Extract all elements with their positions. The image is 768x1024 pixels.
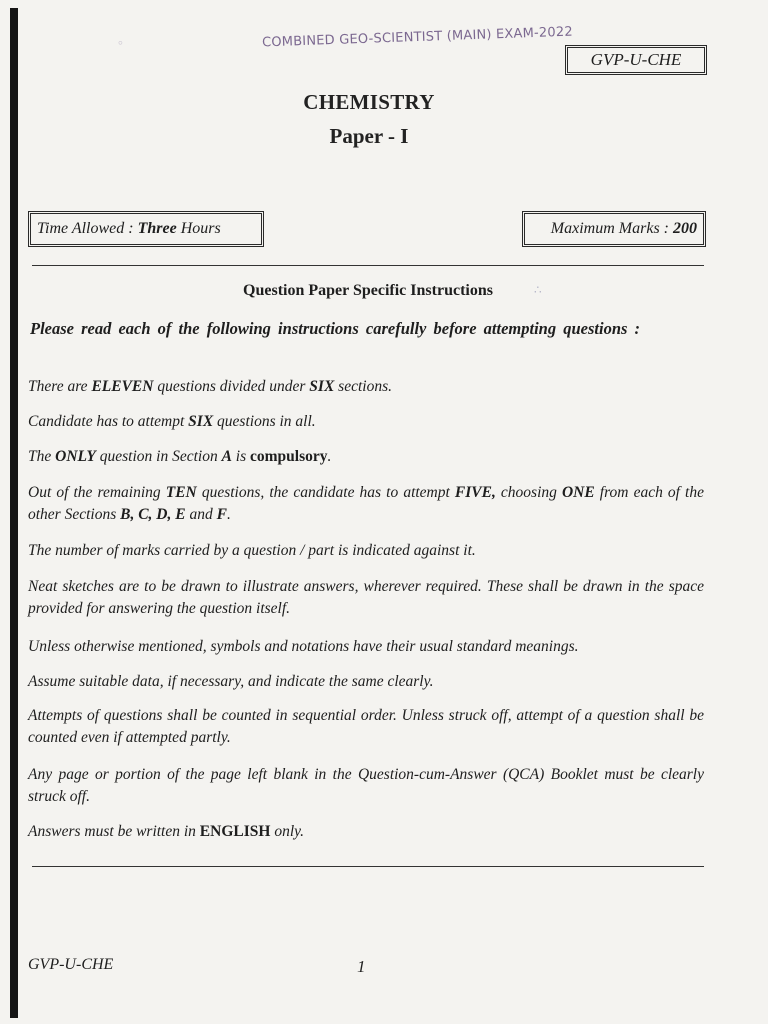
paper-title: Paper - I <box>329 124 409 148</box>
instruction-text: There are <box>28 378 92 395</box>
instruction-text: choosing <box>495 484 562 501</box>
instruction-emphasis: ENGLISH <box>199 823 271 840</box>
instruction-text: is <box>231 448 251 465</box>
subject-title: CHEMISTRY <box>303 90 435 114</box>
instruction-text: The <box>28 448 56 465</box>
maximum-marks-value: 200 <box>673 220 697 237</box>
scan-edge-bar <box>10 8 18 1018</box>
instruction-text: Out of the remaining <box>28 484 166 501</box>
instruction-1 <box>28 376 704 398</box>
instruction-text: . <box>327 448 332 465</box>
instruction-emphasis: SIX <box>309 378 335 395</box>
instruction-text: Answers must be written in <box>28 823 200 840</box>
instruction-emphasis: F <box>216 506 227 523</box>
instruction-9: Attempts of questions shall be counted in sequential order. Unless struck off, attempt of a question shall be counted even if attempted partly. <box>28 707 704 746</box>
instruction-text: questions in all. <box>213 413 316 430</box>
divider-bottom <box>32 866 704 867</box>
instructions-intro: Please read each of the following instructions carefully before attempting questions : <box>30 319 641 338</box>
instruction-text: from each of the other Sections <box>28 484 704 523</box>
instruction-text: . <box>226 506 231 523</box>
time-allowed-label: Time Allowed : <box>37 220 138 237</box>
instructions-heading: Question Paper Specific Instructions <box>243 282 493 299</box>
instruction-emphasis: compulsory <box>250 448 328 465</box>
instruction-6: Neat sketches are to be drawn to illustrate answers, wherever required. These shall be drawn in the space provided for answering the question itself. <box>28 578 704 617</box>
instruction-emphasis: ONE <box>561 484 595 501</box>
divider-top <box>32 265 704 266</box>
instruction-10: Any page or portion of the page left blank in the Question-cum-Answer (QCA) Booklet must be clearly struck off. <box>28 766 704 805</box>
instruction-emphasis: A <box>221 448 232 465</box>
instruction-text: questions, the candidate has to attempt <box>196 484 455 501</box>
scan-smudge-mark: ∴ <box>534 283 542 297</box>
instruction-emphasis: ELEVEN <box>91 378 154 395</box>
instruction-text: and <box>185 506 217 523</box>
instruction-emphasis: B, C, D, E <box>120 506 186 523</box>
instruction-text: only. <box>270 823 305 840</box>
instruction-emphasis: ONLY <box>55 448 96 465</box>
time-allowed-value: Three <box>137 220 177 237</box>
instruction-emphasis: FIVE, <box>454 484 496 501</box>
instruction-7: Unless otherwise mentioned, symbols and notations have their usual standard meanings. <box>28 638 579 655</box>
instruction-text: sections. <box>334 378 392 395</box>
footer-paper-code: GVP-U-CHE <box>28 956 114 973</box>
instruction-4 <box>28 482 704 526</box>
instruction-8: Assume suitable data, if necessary, and indicate the same clearly. <box>28 673 434 690</box>
instruction-3 <box>28 446 704 468</box>
instruction-2 <box>28 411 704 433</box>
paper-code-box: GVP-U-CHE <box>567 47 705 73</box>
instruction-text: Candidate has to attempt <box>28 413 189 430</box>
instruction-emphasis: SIX <box>188 413 214 430</box>
page-number: 1 <box>357 957 366 976</box>
time-allowed-box <box>30 213 262 245</box>
instruction-11 <box>28 821 704 843</box>
instruction-text: question in Section <box>95 448 222 465</box>
instruction-text: questions divided under <box>153 378 310 395</box>
maximum-marks-label: Maximum Marks : <box>550 220 673 237</box>
scan-smudge: ° <box>118 38 123 52</box>
time-allowed-suffix: Hours <box>176 220 221 237</box>
maximum-marks-box <box>524 213 704 245</box>
exam-name-stamp: COMBINED GEO-SCIENTIST (MAIN) EXAM-2022 <box>261 24 574 51</box>
instruction-emphasis: TEN <box>165 484 197 501</box>
instruction-5: The number of marks carried by a question / part is indicated against it. <box>28 542 476 559</box>
